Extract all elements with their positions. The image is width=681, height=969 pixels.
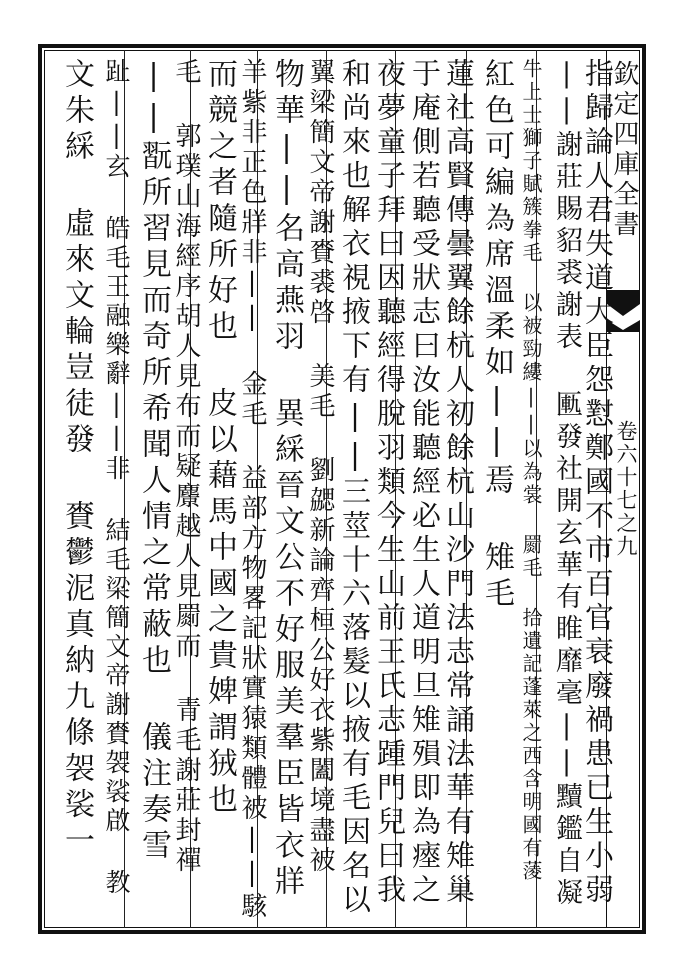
text-column: ||翫所習見而奇所希聞人情之常蔽也 儀注奏雪 [136, 58, 171, 865]
text-column: 牛上士獅子賦簇拳毛 以被勁縷||以為裳 罽毛 拾遺記蓬萊之西含明國有蔆 [519, 58, 543, 883]
text-column: 紅色可編為席溫柔如||焉 雉毛 [479, 58, 514, 613]
text-column: 于庵側若聽受狀志曰汝能聽經必生人道明旦雉殞即為瘞之 [408, 58, 442, 908]
banxin-juan: 卷六十七之九 [614, 420, 638, 558]
text-column: 夜夢童子拜曰因聽經得脫羽類今生山前王氏志踵門兒曰我 [373, 58, 407, 908]
text-column: 文朱綵 虛來文輪豈徒發 賚鬱泥真納九條袈裟一 [59, 58, 94, 860]
text-column: 翼梁簡文帝謝賚裘啓 美毛 劉勰新論齊桓公好衣紫闔境盡被 [305, 58, 335, 876]
text-column: ||謝莊賜貂裘謝表 匭發社開玄華有睢靡毫||黷鑑自凝 [551, 58, 582, 910]
text-column: 指歸論人君失道大臣怨懟鄭國不市百官衰廢禍患已生小弱 [581, 58, 615, 908]
text-column: 趾||玄 皓毛王融樂辭||非 結毛梁簡文帝謝賚袈裟啟 教 [102, 58, 131, 898]
text-column: 毛 郭璞山海經序胡人見布而疑麖越人見罽而 青毛謝莊封禪 [171, 58, 201, 876]
text-column: 羊紫非正色牂非|| 金毛 益部方物畧記狀實猿類體被||駭 [237, 58, 267, 922]
text-column: 蓮社高賢傳曇翼餘杭人初餘杭山沙門法志常誦法華有雉巢 [442, 58, 476, 908]
banxin-title: 欽定四庫全書 [609, 60, 639, 240]
text-column: 而競之者隨所好也 皮以藉馬中國之貴婢謂狨也 [202, 58, 237, 819]
text-column: 和尚來也解衣視掖下有||三莖十六落髮以掖有毛因名以 [338, 58, 372, 918]
text-column: 物華||名高燕羽 異綵晉文公不好服美羣臣皆衣牂 [269, 58, 304, 901]
